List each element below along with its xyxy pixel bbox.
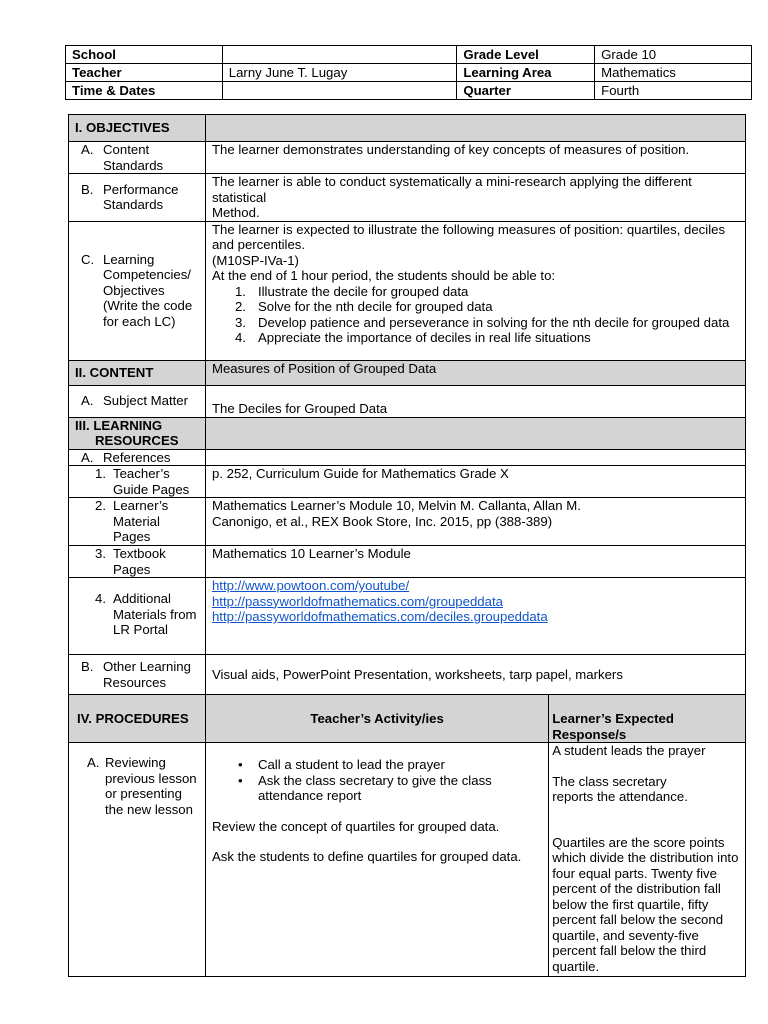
area-label: Learning Area — [457, 64, 595, 82]
references-label: A. References — [69, 449, 206, 466]
content-heading-value: Measures of Position of Grouped Data — [205, 360, 745, 385]
teacher-value: Larny June T. Lugay — [222, 64, 457, 82]
list-item: • Call a student to lead the prayer — [237, 757, 445, 772]
textbook-label: 3. Textbook Pages — [69, 546, 206, 578]
school-value — [222, 46, 457, 64]
learning-competencies-label: C. Learning Competencies/ Objectives (Write the code for each LC) — [69, 221, 206, 360]
time-label: Time & Dates — [66, 82, 223, 100]
learner-response-heading: Learner’s Expected Response/s — [549, 695, 746, 743]
objectives-heading-fill — [205, 115, 745, 142]
deciles-link[interactable]: http://passyworldofmathematics.com/deciles.groupeddata — [211, 609, 548, 624]
teachers-guide-value: p. 252, Curriculum Guide for Mathematics Grade X — [205, 466, 745, 498]
additional-materials-links — [205, 578, 745, 655]
learning-competencies-value: The learner is expected to illustrate the following measures of position: quartiles, deciles and percentiles. (M10SP-IVa-1) At the end of 1 hour period, the students should be able to: 1. Illustrate the decile for grouped data 2. Solve for the nth decile for grouped data 3. Develop patience and perseverance in solving for the nth decile for grouped data 4. Appreciate the importance of deciles in real life situations — [205, 221, 745, 360]
teacher-activity-heading: Teacher’s Activity/ies — [205, 695, 548, 743]
teachers-guide-label: 1. Teacher’s Guide Pages — [69, 466, 206, 498]
time-value — [222, 82, 457, 100]
resources-heading: III. LEARNING RESOURCES — [69, 417, 206, 449]
lesson-plan-table — [68, 114, 746, 977]
list-item: • Ask the class secretary to give the class attendance report — [237, 772, 492, 803]
list-item: 2. Solve for the nth decile for grouped data — [234, 299, 493, 314]
additional-materials-label: 4. Additional Materials from LR Portal — [69, 578, 206, 655]
groupeddata-link[interactable]: http://passyworldofmathematics.com/groupeddata — [211, 593, 503, 609]
area-value: Mathematics — [595, 64, 752, 82]
header-table — [65, 45, 752, 100]
content-standards-value: The learner demonstrates understanding of key concepts of measures of position. — [205, 142, 745, 174]
powtoon-link[interactable]: http://www.powtoon.com/youtube/ — [211, 578, 410, 593]
other-resources-value: Visual aids, PowerPoint Presentation, worksheets, tarp papel, markers — [205, 655, 745, 695]
textbook-value: Mathematics 10 Learner’s Module — [205, 546, 745, 578]
quarter-label: Quarter — [457, 82, 595, 100]
other-resources-label: B. Other Learning Resources — [69, 655, 206, 695]
grade-value: Grade 10 — [595, 46, 752, 64]
subject-matter-value: The Deciles for Grouped Data — [205, 385, 745, 417]
subject-matter-label: A. Subject Matter — [69, 385, 206, 417]
reviewing-lesson-label: A. Reviewing previous lesson or presenting the new lesson — [69, 743, 206, 977]
resources-heading-fill — [205, 417, 745, 449]
performance-standards-label: B. Performance Standards — [69, 174, 206, 222]
references-value — [205, 449, 745, 466]
learner-response-cell: A student leads the prayer The class secretary reports the attendance. Quartiles are the score points which divide the distribution into four equal parts. Twenty five percent of the distribution fall below the first quartile, fifty percent fall below the second quartile, and seventy-five percent fall below the third quartile. — [549, 743, 746, 977]
list-item: 4. Appreciate the importance of deciles in real life situations — [234, 330, 591, 345]
quarter-value: Fourth — [595, 82, 752, 100]
teacher-label: Teacher — [66, 64, 223, 82]
objectives-list — [212, 284, 739, 346]
learners-material-label: 2. Learner’s Material Pages — [69, 498, 206, 546]
list-item: 1. Illustrate the decile for grouped data — [234, 283, 469, 299]
objectives-heading: I. OBJECTIVES — [69, 115, 206, 142]
school-label: School — [66, 46, 223, 64]
content-heading: II. CONTENT — [69, 360, 206, 385]
performance-standards-value: The learner is able to conduct systematically a mini-research applying the different statistical Method. — [205, 174, 745, 222]
content-standards-label: A. Content Standards — [69, 142, 206, 174]
grade-label: Grade Level — [457, 46, 595, 64]
learners-material-value: Mathematics Learner’s Module 10, Melvin M. Callanta, Allan M. Canonigo, et al., REX Book Store, Inc. 2015, pp (388-389) — [205, 498, 745, 546]
list-item: 3. Develop patience and perseverance in solving for the nth decile for grouped data — [234, 314, 730, 330]
teacher-bullet-list — [212, 757, 542, 804]
teacher-activity-cell: • Call a student to lead the prayer • Ask the class secretary to give the class attendance report Review the concept of quartiles for grouped data. Ask the students to define quartiles for grouped data. — [205, 743, 548, 977]
procedures-heading: IV. PROCEDURES — [69, 695, 206, 743]
